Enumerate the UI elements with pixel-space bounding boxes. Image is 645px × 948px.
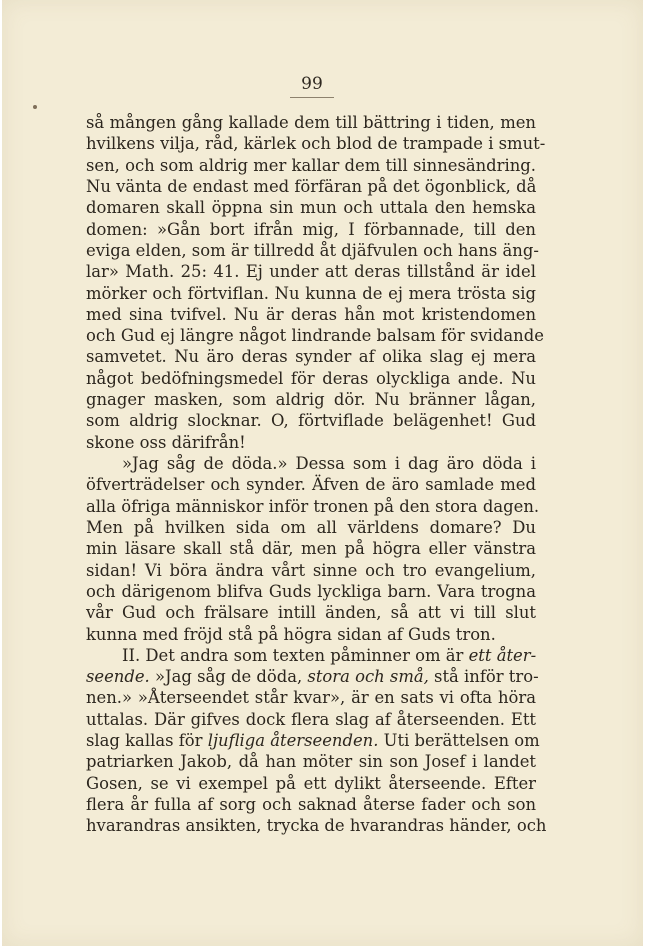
text-line	[86, 581, 536, 602]
text-line	[86, 325, 544, 346]
text-segment: patriarken Jakob, då han möter sin son Josef i landet	[86, 752, 536, 772]
text-line	[86, 155, 536, 176]
text-segment: Nu vänta de endast med förfäran på det ögonblick, då	[86, 176, 537, 196]
text-segment: slag kallas för	[86, 731, 208, 751]
text-segment: »Jag såg de döda,	[149, 667, 308, 687]
text-segment: stå inför tro-	[428, 667, 539, 687]
text-line	[86, 346, 536, 367]
text-segment: sen, och som aldrig mer kallar dem till sinnesändring.	[86, 155, 537, 175]
text-line	[86, 283, 536, 304]
text-segment: sidan! Vi böra ändra vårt sinne och tro evangelium,	[86, 560, 536, 580]
text-segment: som aldrig slocknar. O, förtviflade belägenhet! Gud	[86, 411, 536, 431]
text-segment: hvilkens vilja, råd, kärlek och blod de trampade i smut-	[86, 134, 546, 154]
text-line	[86, 112, 536, 133]
text-line	[86, 261, 536, 282]
text-line	[86, 197, 536, 218]
text-segment: med sina tvifvel. Nu är deras hån mot kristendomen	[86, 304, 536, 324]
italic-text-segment: ljufliga återseenden.	[207, 731, 379, 751]
book-page	[2, 0, 643, 946]
text-segment: Gosen, se vi exempel på ett dylikt återseende. Efter	[86, 773, 536, 793]
text-line	[86, 517, 536, 538]
text-segment: så mången gång kallade dem till bättring i tiden, men	[86, 113, 536, 132]
text-segment: och Gud ej längre något lindrande balsam för svidande	[86, 326, 544, 346]
text-line	[86, 751, 536, 772]
text-segment: skone oss därifrån!	[86, 432, 246, 452]
text-segment: eviga elden, som är tillredd åt djäfvulen och hans äng-	[86, 240, 539, 260]
text-segment: kunna med fröjd stå på högra sidan af Guds tron.	[86, 624, 496, 644]
text-line	[86, 602, 536, 623]
text-line	[86, 453, 536, 474]
text-segment: uttalas. Där gifves dock flera slag af återseenden. Ett	[86, 709, 536, 729]
text-segment: Uti berättelsen om	[378, 731, 540, 751]
text-line	[86, 666, 539, 687]
text-line	[86, 410, 536, 431]
text-line	[86, 773, 536, 794]
text-line	[86, 794, 536, 815]
text-line	[86, 560, 536, 581]
text-line	[86, 432, 536, 453]
italic-text-segment: stora och små,	[307, 667, 429, 687]
text-segment: domen: »Gån bort ifrån mig, I förbannade, till den	[86, 219, 536, 239]
page-number: 99	[301, 74, 323, 94]
text-segment: II. Det andra som texten påminner om är	[122, 645, 469, 665]
text-segment: något bedöfningsmedel för deras olyckliga ande. Nu	[86, 368, 536, 388]
italic-text-segment: ett åter-	[468, 645, 537, 665]
text-line	[86, 240, 539, 261]
text-line	[86, 389, 536, 410]
text-segment: domaren skall öppna sin mun och uttala den hemska	[86, 198, 536, 218]
text-line	[86, 815, 547, 836]
stray-ink-mark	[33, 105, 37, 109]
body-text	[86, 112, 547, 837]
text-line	[86, 624, 536, 645]
text-line	[86, 496, 540, 517]
text-segment: »Jag såg de döda.» Dessa som i dag äro döda i	[122, 454, 536, 473]
text-line	[86, 538, 536, 559]
text-segment: Men på hvilken sida om all världens domare? Du	[86, 517, 536, 537]
text-line	[86, 368, 536, 389]
text-line	[86, 730, 540, 751]
text-segment: flera år fulla af sorg och saknad återse fader och son	[86, 795, 536, 814]
text-segment: lar» Math. 25: 41. Ej under att deras tillstånd är idel	[86, 262, 536, 282]
text-segment: hvarandras ansikten, trycka de hvarandras händer, och	[86, 816, 547, 836]
italic-text-segment: seende.	[86, 667, 150, 687]
text-segment: gnager masken, som aldrig dör. Nu bränner lågan,	[86, 390, 536, 410]
text-line	[86, 304, 536, 325]
text-line	[86, 709, 536, 730]
text-segment: vår Gud och frälsare intill änden, så att vi till slut	[86, 603, 536, 623]
text-line	[86, 474, 536, 495]
text-segment: samvetet. Nu äro deras synder af olika slag ej mera	[86, 347, 536, 367]
text-segment: mörker och förtviflan. Nu kunna de ej mera trösta sig	[86, 283, 536, 303]
text-segment: nen.» »Återseendet står kvar», är en sats vi ofta höra	[86, 688, 536, 708]
text-segment: öfverträdelser och synder. Äfven de äro samlade med	[86, 475, 536, 495]
text-line	[86, 219, 536, 240]
text-line	[86, 687, 536, 708]
text-line	[86, 645, 536, 666]
page-number-rule	[290, 97, 334, 98]
text-segment: min läsare skall stå där, men på högra eller vänstra	[86, 539, 536, 559]
text-segment: alla öfriga människor inför tronen på den stora dagen.	[86, 496, 540, 516]
text-line	[86, 176, 536, 197]
text-segment: och därigenom blifva Guds lyckliga barn. Vara trogna	[86, 581, 536, 601]
text-line	[86, 133, 546, 154]
